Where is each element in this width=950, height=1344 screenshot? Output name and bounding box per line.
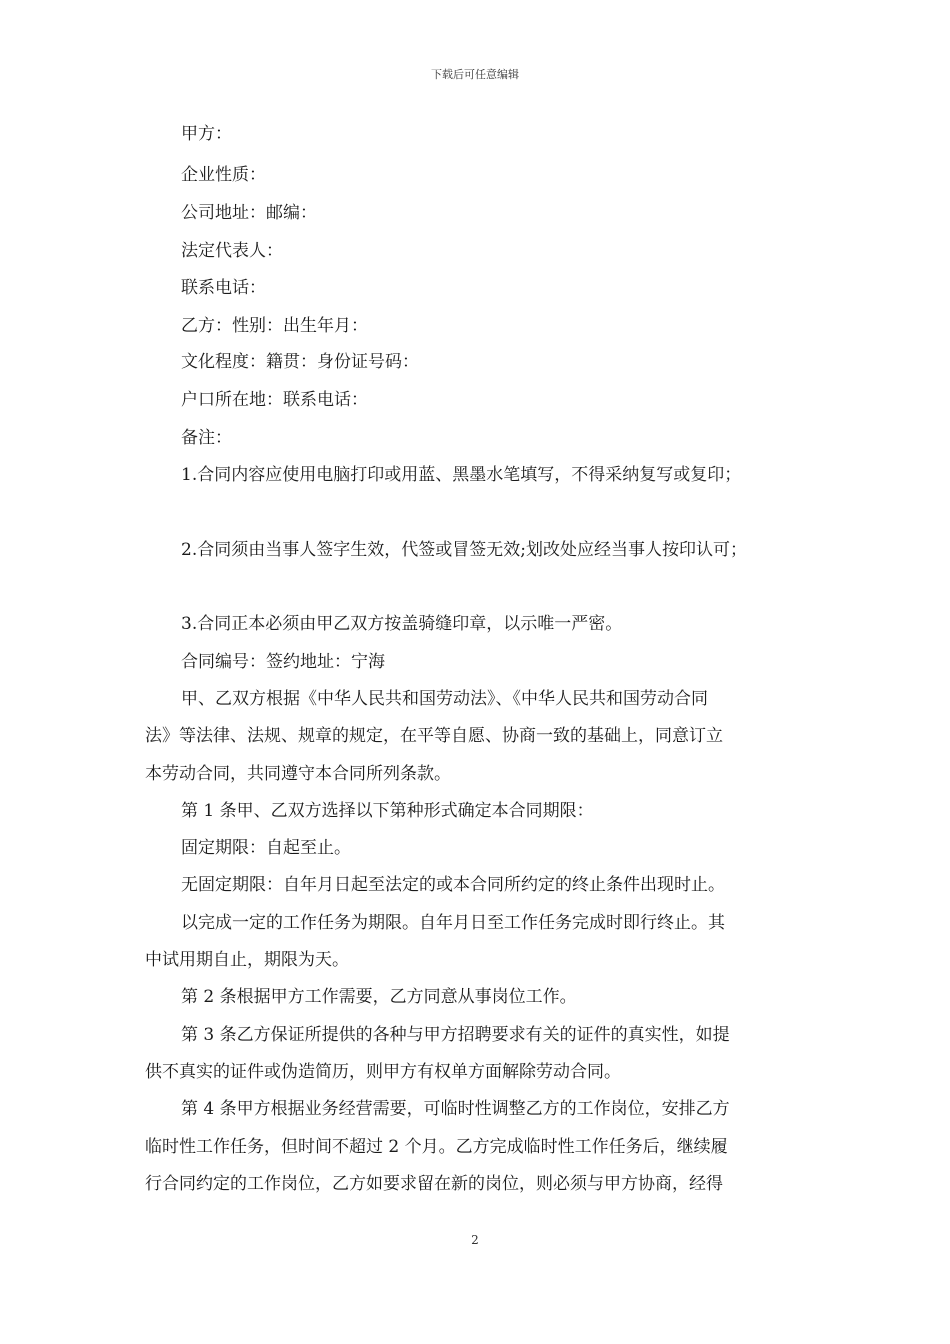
company-address-line: 公司地址：邮编： — [181, 203, 317, 223]
article-3-continued: 供不真实的证件或伪造简历，则甲方有权单方面解除劳动合同。 — [145, 1062, 621, 1082]
remark-item-3: 3.合同正本必须由甲乙双方按盖骑缝印章，以示唯一严密。 — [181, 614, 623, 634]
paragraph-line: 甲、乙双方根据《中华人民共和国劳动法》、《中华人民共和国劳动合同 — [181, 689, 708, 709]
probation-line: 中试用期自止，期限为天。 — [145, 950, 349, 970]
education-line: 文化程度：籍贯：身份证号码： — [181, 352, 419, 372]
article-2-line: 第 2 条根据甲方工作需要，乙方同意从事岗位工作。 — [181, 987, 577, 1007]
page-header: 下载后可任意编辑 — [431, 68, 519, 81]
remark-item-2: 2.合同须由当事人签字生效，代签或冒签无效;划改处应经当事人按印认可； — [181, 540, 747, 560]
article-4-continued: 临时性工作任务，但时间不超过 2 个月。乙方完成临时性工作任务后，继续履 — [145, 1137, 728, 1157]
article-4-continued: 行合同约定的工作岗位，乙方如要求留在新的岗位，则必须与甲方协商，经得 — [145, 1174, 723, 1194]
remarks-heading: 备注： — [181, 428, 232, 448]
open-term-line: 无固定期限：自年月日起至法定的或本合同所约定的终止条件出现时止。 — [181, 875, 725, 895]
enterprise-nature-line: 企业性质： — [181, 165, 266, 185]
party-a-line: 甲方： — [181, 124, 232, 144]
fixed-term-line: 固定期限：自起至止。 — [181, 838, 351, 858]
task-term-line: 以完成一定的工作任务为期限。自年月日至工作任务完成时即行终止。其 — [181, 913, 725, 933]
party-b-line: 乙方：性别：出生年月： — [181, 316, 368, 336]
contract-number-line: 合同编号：签约地址：宁海 — [181, 652, 385, 672]
page-number: 2 — [471, 1233, 479, 1247]
legal-representative-line: 法定代表人： — [181, 241, 283, 261]
phone-line: 联系电话： — [181, 278, 266, 298]
household-line: 户口所在地：联系电话： — [181, 390, 368, 410]
remark-item-1: 1.合同内容应使用电脑打印或用蓝、黑墨水笔填写，不得采纳复写或复印； — [181, 465, 742, 485]
article-1-line: 第 1 条甲、乙双方选择以下第种形式确定本合同期限： — [181, 801, 594, 821]
article-4-line: 第 4 条甲方根据业务经营需要，可临时性调整乙方的工作岗位，安排乙方 — [181, 1099, 730, 1119]
paragraph-line: 法》等法律、法规、规章的规定，在平等自愿、协商一致的基础上，同意订立 — [145, 726, 723, 746]
article-3-line: 第 3 条乙方保证所提供的各种与甲方招聘要求有关的证件的真实性，如提 — [181, 1025, 730, 1045]
paragraph-line: 本劳动合同，共同遵守本合同所列条款。 — [145, 764, 451, 784]
